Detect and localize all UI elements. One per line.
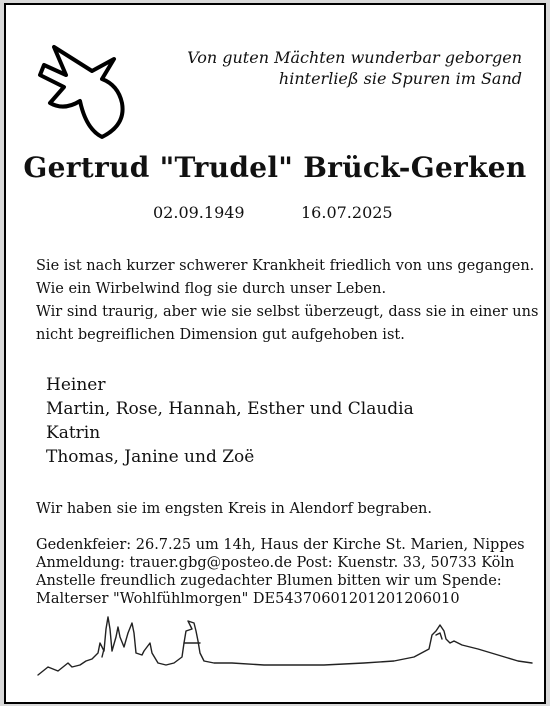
motto-line-2: hinterließ sie Spuren im Sand [278,69,522,88]
intro-line: Wie ein Wirbelwind flog sie durch unser Leben. [36,281,387,297]
intro-line: Wir sind traurig, aber wie sie selbst überzeugt, dass sie in einer uns [36,304,539,320]
family-member: Heiner [46,375,106,395]
memorial-info [36,536,525,608]
info-line: Anstelle freundlich zugedachter Blumen bitten wir um Spende: [36,573,502,589]
info-line: Anmeldung: trauer.gbg@posteo.de Post: Kuenstr. 33, 50733 Köln [36,555,515,571]
intro-line: Sie ist nach kurzer schwerer Krankheit friedlich von uns gegangen. [36,258,535,274]
info-line: Malterser "Wohlfühlmorgen" DE54370601201201206010 [36,591,460,607]
family-list [46,373,414,469]
deceased-name: Gertrud "Trudel" Brück-Gerken [23,151,527,184]
birth-date: 02.09.1949 [153,203,245,222]
motto-line-1: Von guten Mächten wunderbar geborgen [187,48,522,67]
death-date: 16.07.2025 [301,203,393,222]
intro-text [36,255,538,347]
dove-icon [36,41,128,141]
info-line: Gedenkfeier: 26.7.25 um 14h, Haus der Kirche St. Marien, Nippes [36,537,525,553]
family-member: Katrin [46,423,101,443]
family-member: Thomas, Janine und Zoë [46,447,255,467]
burial-note: Wir haben sie im engsten Kreis in Alendorf begraben. [36,501,432,517]
intro-line: nicht begreiflichen Dimension gut aufgehoben ist. [36,327,405,343]
obituary-card [4,3,546,704]
city-skyline-drawing [34,613,534,691]
family-member: Martin, Rose, Hannah, Esther und Claudia [46,399,414,419]
motto [187,47,522,89]
